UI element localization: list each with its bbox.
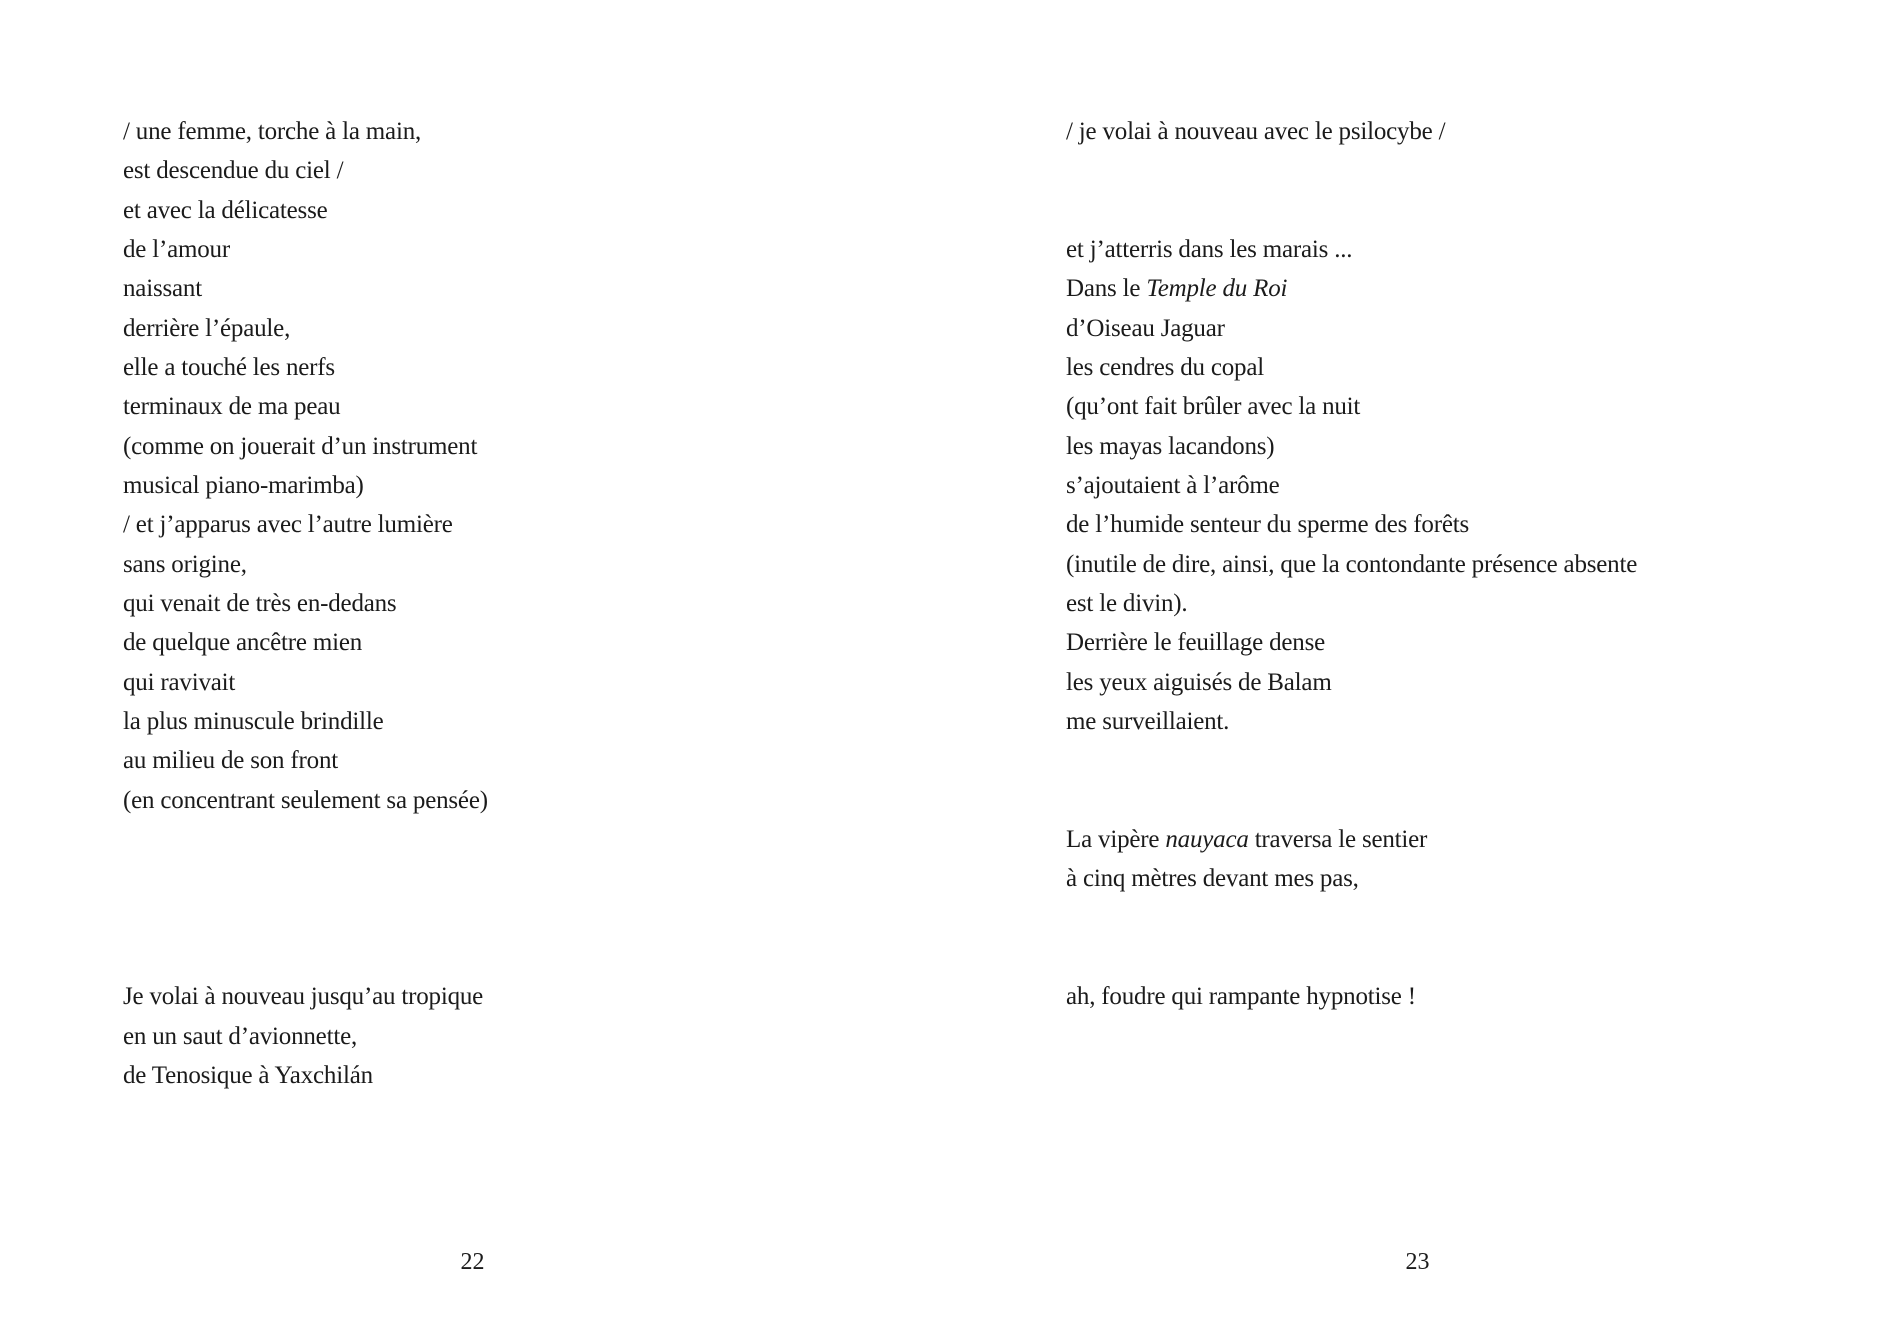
poem-line <box>1066 269 1826 308</box>
page-number-left: 22 <box>460 1249 485 1275</box>
poem-line-blank <box>123 938 843 977</box>
poem-line: derrière l’épaule, <box>123 314 291 342</box>
poem-line: (qu’ont fait brûler avec la nuit <box>1066 393 1361 421</box>
poem-line: / et j’apparus avec l’autre lumière <box>123 511 453 539</box>
poem-line: de l’humide senteur du sperme des forêts <box>1066 511 1469 539</box>
poem-line: (inutile de dire, ainsi, que la contondante présence absente <box>1066 550 1638 578</box>
poem-line: est descendue du ciel / <box>123 157 344 185</box>
poem-text: La vipère <box>1066 825 1166 853</box>
poem-page-left <box>123 112 843 1095</box>
poem-line: terminaux de ma peau <box>123 393 341 421</box>
poem-line: et avec la délicatesse <box>123 196 328 224</box>
poem-line: à cinq mètres devant mes pas, <box>1066 865 1359 893</box>
poem-line: / une femme, torche à la main, <box>123 118 422 145</box>
poem-line-blank <box>123 899 843 938</box>
poem-line: / je volai à nouveau avec le psilocybe / <box>1066 118 1446 145</box>
poem-line: de l’amour <box>123 235 230 263</box>
poem-line: de quelque ancêtre mien <box>123 629 363 657</box>
poem-text: Dans le <box>1066 275 1147 303</box>
poem-line: d’Oiseau Jaguar <box>1066 314 1225 342</box>
poem-line: naissant <box>123 275 202 303</box>
poem-line-blank <box>1066 151 1826 190</box>
poem-line: Je volai à nouveau jusqu’au tropique <box>123 983 484 1011</box>
poem-line: musical piano-marimba) <box>123 471 364 499</box>
page-number-right: 23 <box>1405 1249 1430 1275</box>
poem-line: en un saut d’avionnette, <box>123 1022 358 1050</box>
poem-line: Derrière le feuillage dense <box>1066 629 1326 657</box>
poem-line-blank <box>1066 191 1826 230</box>
poem-text-italic: nauyaca <box>1165 825 1249 853</box>
poem-line: s’ajoutaient à l’arôme <box>1066 471 1280 499</box>
poem-line: (en concentrant seulement sa pensée) <box>123 786 488 814</box>
poem-line-blank <box>123 820 843 859</box>
poem-line: les yeux aiguisés de Balam <box>1066 668 1332 696</box>
poem-line-blank <box>123 859 843 898</box>
poem-line: au milieu de son front <box>123 747 338 775</box>
poem-line: les mayas lacandons) <box>1066 432 1275 460</box>
poem-line: et j’atterris dans les marais ... <box>1066 235 1353 263</box>
poem-text: traversa le sentier <box>1248 825 1428 853</box>
poem-line-blank <box>1066 781 1826 820</box>
poem-line-blank <box>1066 938 1826 977</box>
poem-line: elle a touché les nerfs <box>123 353 335 381</box>
poem-line: de Tenosique à Yaxchilán <box>123 1061 373 1089</box>
poem-line: qui venait de très en-dedans <box>123 589 397 617</box>
poem-line: qui ravivait <box>123 668 236 696</box>
poem-line: sans origine, <box>123 550 247 578</box>
poem-text-italic: Temple du Roi <box>1146 275 1288 303</box>
poem-page-right <box>1066 112 1826 1017</box>
poem-line: ah, foudre qui rampante hypnotise ! <box>1066 983 1416 1011</box>
poem-line: la plus minuscule brindille <box>123 707 384 735</box>
poem-line: les cendres du copal <box>1066 353 1265 381</box>
poem-line: me surveillaient. <box>1066 707 1230 735</box>
poem-line <box>1066 820 1826 859</box>
poem-line: (comme on jouerait d’un instrument <box>123 432 478 460</box>
poem-line-blank <box>1066 899 1826 938</box>
poem-line-blank <box>1066 741 1826 780</box>
poem-line: est le divin). <box>1066 589 1188 617</box>
